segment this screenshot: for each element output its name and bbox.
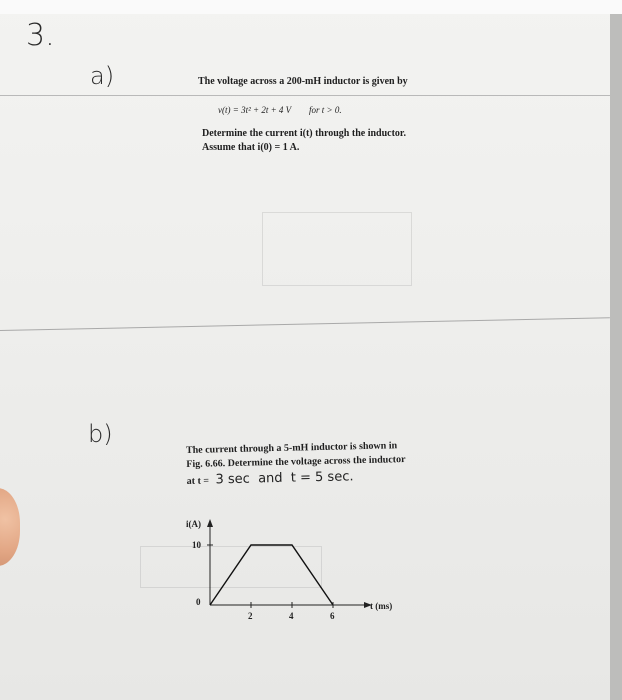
x-axis-label: t (ms) xyxy=(370,601,393,611)
y-axis-label: i(A) xyxy=(186,519,201,529)
current-waveform-figure xyxy=(170,515,420,620)
handwritten-times: 3 sec and t = 5 sec. xyxy=(215,469,354,488)
ruled-line xyxy=(0,95,610,96)
current-waveform-line xyxy=(210,545,333,605)
problem-b-line-3 xyxy=(187,469,354,488)
page-edge xyxy=(610,14,622,700)
problem-b-line-3-prefix: at t = xyxy=(186,475,210,488)
y-axis-arrow xyxy=(207,519,213,527)
problem-a-line-4: Assume that i(0) = 1 A. xyxy=(202,142,300,153)
problem-a-equation: v(t) = 3t² + 2t + 4 V for t > 0. xyxy=(218,105,342,115)
problem-a-line-3: Determine the current i(t) through the inductor. xyxy=(202,128,406,139)
part-b-label: b) xyxy=(88,420,113,448)
y-tick-label: 10 xyxy=(192,540,201,550)
x-tick-label: 4 xyxy=(289,611,294,620)
part-a-label: a) xyxy=(90,62,115,90)
x-tick-label: 2 xyxy=(248,611,253,620)
problem-a-line-1: The voltage across a 200-mH inductor is given by xyxy=(198,76,408,87)
problem-b-line-2: Fig. 6.66. Determine the voltage across the inductor xyxy=(186,454,406,471)
x-tick-label: 6 xyxy=(330,611,335,620)
problem-b-line-1: The current through a 5-mH inductor is shown in xyxy=(185,440,398,457)
top-border xyxy=(0,0,622,14)
ruled-line xyxy=(0,317,610,331)
origin-label: 0 xyxy=(196,597,201,607)
bleed-through-box xyxy=(262,212,412,286)
finger-in-photo xyxy=(0,488,20,566)
problem-number: 3. xyxy=(26,18,55,53)
